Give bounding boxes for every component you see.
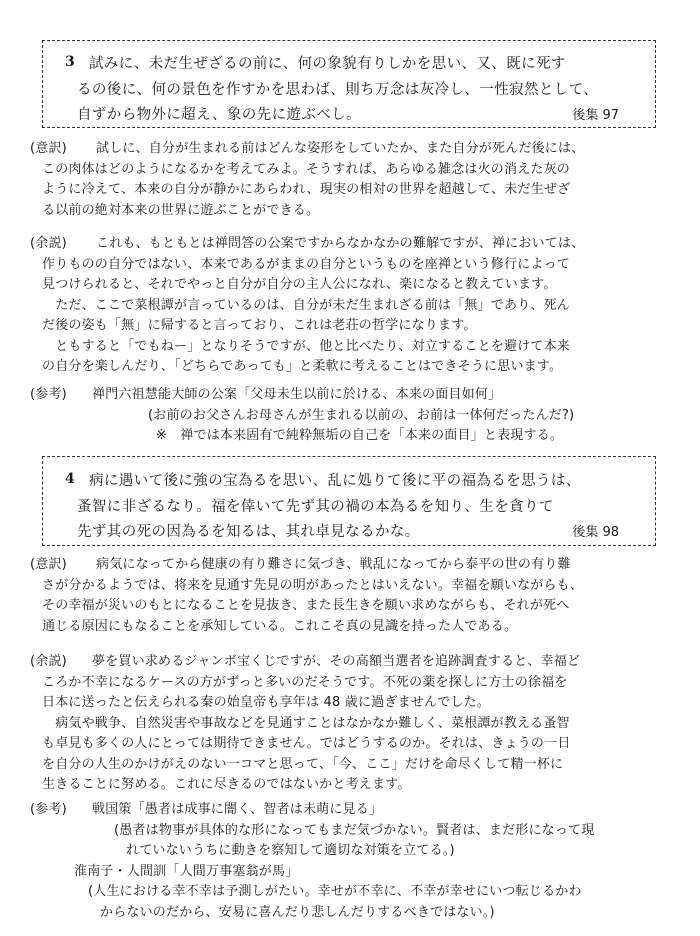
paragraph-line: 通じる原因にもなることを承知している。これこそ真の見識を持った人である。 <box>42 618 518 634</box>
paragraph-line: さが分かるようでは、将来を見通す先見の明があったとはいえない。幸福を願いながらも、 <box>42 577 584 593</box>
reference-section-4 <box>30 800 670 923</box>
quote-line: 試みに、未だ生ぜざるの前に、何の象貌有りしかを思い、又、既に死す <box>89 56 566 72</box>
reference-line: れていないうちに動きを察知して適切な対策を立てる。) <box>126 843 455 858</box>
reference-line: からないのだから、安易に喜んだり悲しんだりするべきではない。) <box>100 904 495 920</box>
section-label: (意訳) <box>30 557 67 572</box>
quote-source: 後集 98 <box>572 525 619 540</box>
paragraph-line: その幸福が災いのもとになることを見抜き、また長生きを願い求めながらも、それが死へ <box>42 598 570 613</box>
quote-box-4 <box>42 456 656 546</box>
section-label: (意訳) <box>30 141 67 156</box>
paragraph-line: 見つけられると、それでやっと自分が自分の主人公になれ、楽になると教えています。 <box>42 277 557 292</box>
section-label: (参考) <box>30 802 67 817</box>
quote-line: 蚤智に非ざるなり。福を倖いて先ず其の禍の本為るを知り、生を貪りて <box>77 499 554 515</box>
reference-line: (人生における幸不幸は予測しがたい。幸せが不幸に、不幸が幸せにいつ転じるかわ <box>88 884 582 899</box>
quote-line: るの後に、何の景色を作すかを思わば、則ち万念は灰冷し、一性寂然として、 <box>77 82 599 98</box>
paragraph-line: ころか不幸になるケースの方がずっと多いのだそうです。不死の薬を探しに方士の徐福を <box>42 674 568 690</box>
reference-line: 禅門六祖慧能大師の公案「父母未生以前に於ける、本来の面目如何」 <box>92 387 502 402</box>
quote-box-3 <box>42 40 656 128</box>
paragraph-line: 日本に送ったと伝えられる秦の始皇帝も享年は 48 歳に過ぎませんでした。 <box>42 695 491 710</box>
paragraph-line: 夢を買い求めるジャンボ宝くじですが、その高額当選者を追跡調査すると、幸福ど <box>92 654 581 669</box>
paragraph-line: 生きることに努める。これに尽きるのではないかと考えます。 <box>42 777 411 792</box>
commentary-section-3 <box>30 234 670 378</box>
reference-section-3 <box>30 385 670 447</box>
section-label: (参考) <box>30 387 67 402</box>
paragraph-line: この肉体はどのようになるかを考えてみよ。そうすれば、あらゆる雑念は火の消えた灰の <box>42 161 571 177</box>
paragraph-line: の自分を楽しんだり、「どちらであっても」と柔軟に考えることはできそうに思います。 <box>42 359 563 374</box>
reference-line: 戦国策「愚者は成事に闇く、智者は未萌に見る」 <box>92 802 383 817</box>
paragraph-line: ともすると「でもねー」となりそうですが、他と比べたり、対立することを避けて本来 <box>42 338 571 354</box>
quote-line: 病に遇いて後に強の宝為るを思い、乱に処りて後に平の福為るを思うは、 <box>89 473 581 489</box>
paragraph-line: これも、もともとは禅問答の公案ですからなかなかの難解ですが、禅においては、 <box>96 236 585 251</box>
translation-section-4 <box>30 555 670 637</box>
paragraph-line: も卓見も多くの人にとっては期待できません。ではどうするのか。それは、きょうの一日 <box>42 736 571 751</box>
reference-line: ※ 禅では本来固有で純粋無垢の自己を「本来の面目」と表現する。 <box>156 428 564 443</box>
paragraph-line: を自分の人生のかけがえのない一コマと思って、「今、ここ」だけを命尽くして精一杯に <box>42 756 564 772</box>
translation-section-3 <box>30 139 670 221</box>
quote-number: 4 <box>65 471 75 487</box>
quote-line: 自ずから物外に超え、象の先に遊ぶべし。 <box>77 107 361 123</box>
paragraph-line: 病気になってから健康の有り難さに気づき、戦乱になってから泰平の世の有り難 <box>96 557 571 572</box>
paragraph-line: だ後の姿も「無」に帰すると言っており、これは老荘の哲学になります。 <box>42 318 477 333</box>
paragraph-line: 試しに、自分が生まれる前はどんな姿形をしていたか、また自分が死んだ後には、 <box>96 141 585 156</box>
paragraph-line: る以前の絶対本来の世界に遊ぶことができる。 <box>42 202 320 218</box>
paragraph-line: 作りものの自分ではない、本来であるがままの自分というものを座禅という修行によって <box>42 256 571 272</box>
paragraph-line: ただ、ここで菜根譚が言っているのは、自分が未だ生まれざる前は「無」であり、死ん <box>42 297 571 313</box>
paragraph-line: ように冷えて、本来の自分が静かにあらわれ、現実の相対の世界を超越して、未だ生ぜざ <box>42 182 571 197</box>
quote-line: 先ず其の死の因為るを知るは、其れ卓見なるかな。 <box>77 524 420 540</box>
quote-source: 後集 97 <box>572 108 619 123</box>
paragraph-line: 病気や戦争、自然災害や事故などを見通すことはなかなか難しく、菜根譚が教える蚤智 <box>42 715 570 731</box>
quote-number: 3 <box>65 54 75 70</box>
reference-line: (お前のお父さんお母さんが生まれる以前の、お前は一体何だったんだ?) <box>148 407 575 423</box>
section-label: (余説) <box>30 236 67 251</box>
section-label: (余説) <box>30 654 67 669</box>
commentary-section-4 <box>30 652 670 796</box>
reference-line: (愚者は物事が具体的な形になってもまだ気づかない。賢者は、まだ形になって現 <box>114 822 595 838</box>
reference-line: 淮南子・人間訓「人間万事塞翁が馬」 <box>74 863 299 879</box>
